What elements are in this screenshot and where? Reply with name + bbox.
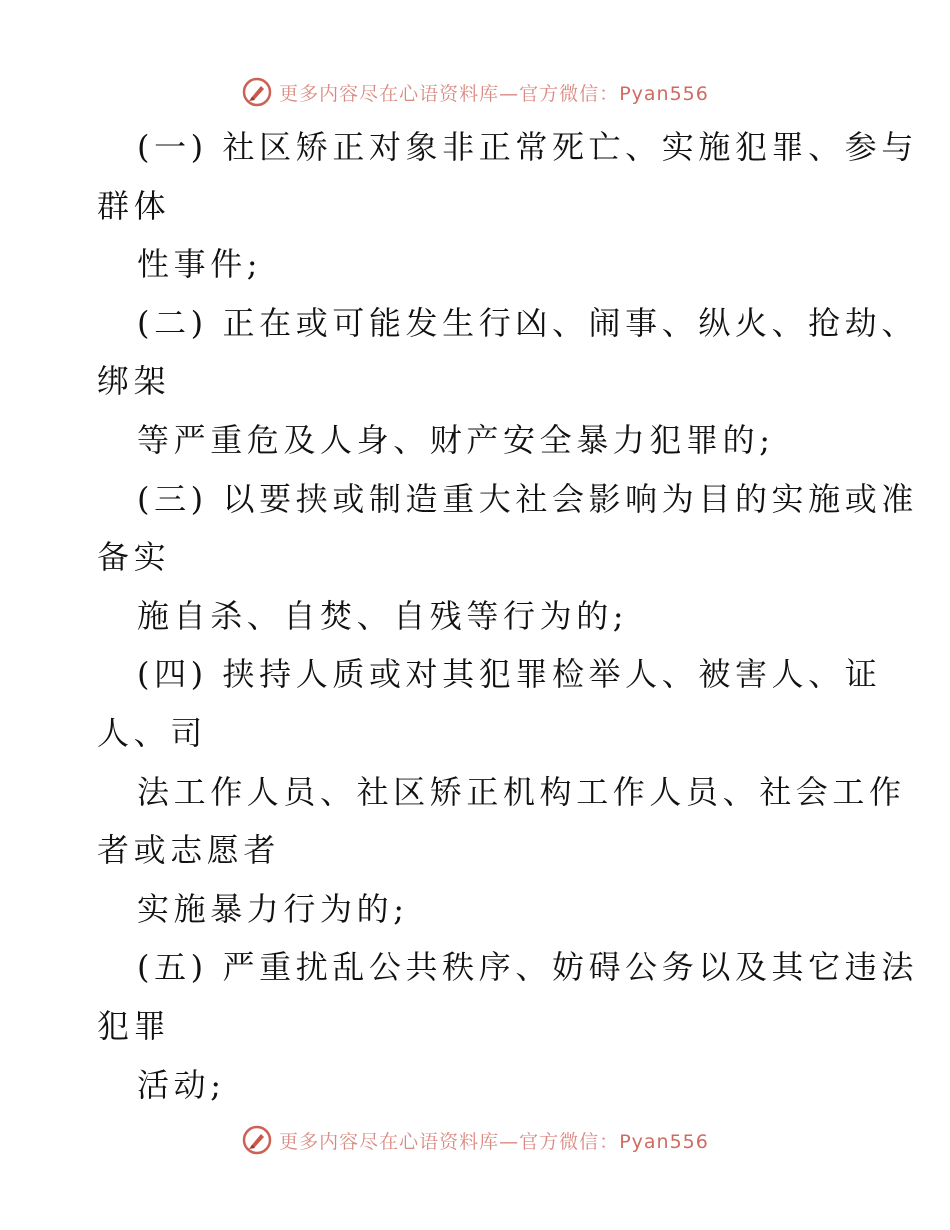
pen-nib-icon [241, 1124, 273, 1156]
header-watermark-banner [0, 72, 950, 112]
text-line: (五) 严重扰乱公共秩序、妨碍公务以及其它违法 [137, 948, 918, 987]
header-separator: — [499, 82, 520, 105]
text-line: 性事件; [137, 245, 263, 284]
pen-nib-icon [241, 76, 273, 108]
footer-promo-label: 更多内容尽在心语资料库 [279, 1130, 500, 1153]
text-line: 绑架 [97, 362, 171, 401]
header-promo-text [279, 79, 709, 106]
footer-wechat-account: Pyan556 [619, 1130, 709, 1153]
text-line: 等严重危及人身、财产安全暴力犯罪的; [137, 420, 775, 459]
footer-promo-text [279, 1127, 709, 1154]
text-line: (四) 挟持人质或对其犯罪检举人、被害人、证 [137, 655, 882, 694]
header-promo-label: 更多内容尽在心语资料库 [279, 82, 500, 105]
header-wechat-account: Pyan556 [619, 82, 709, 105]
document-body [97, 118, 918, 1114]
text-line: 活动; [137, 1065, 226, 1104]
text-line: 施自杀、自焚、自残等行为的; [137, 596, 629, 635]
text-line: (三) 以要挟或制造重大社会影响为目的实施或准 [137, 479, 918, 518]
text-line: 法工作人员、社区矫正机构工作人员、社会工作 [137, 772, 906, 811]
text-line: 实施暴力行为的; [137, 889, 409, 928]
header-wechat-label: 官方微信： [519, 82, 620, 105]
text-line: (二) 正在或可能发生行凶、闹事、纵火、抢劫、 [137, 303, 918, 342]
text-line: 人、司 [97, 713, 207, 752]
text-line: 群体 [97, 186, 171, 225]
footer-separator: — [499, 1130, 520, 1153]
text-line: (一) 社区矫正对象非正常死亡、实施犯罪、参与 [137, 128, 918, 166]
footer-watermark-banner [0, 1120, 950, 1160]
text-line: 者或志愿者 [97, 831, 281, 870]
text-line: 备实 [97, 538, 171, 577]
text-line: 犯罪 [97, 1006, 171, 1045]
footer-wechat-label: 官方微信： [519, 1130, 620, 1153]
